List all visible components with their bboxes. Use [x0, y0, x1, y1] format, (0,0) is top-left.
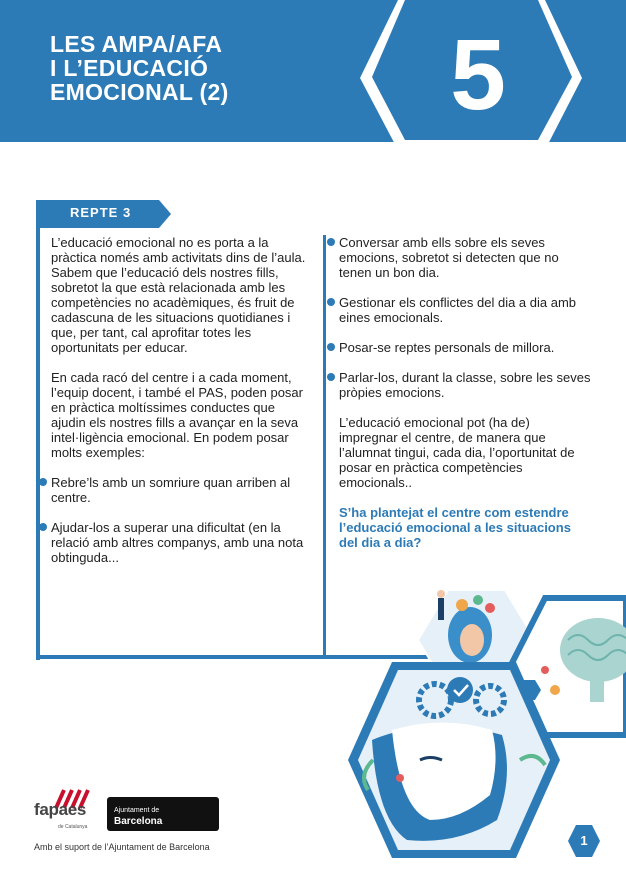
- support-text: Amb el suport de l’Ajuntament de Barcelona: [34, 842, 210, 852]
- fapaes-subtitle: de Catalunya: [58, 824, 88, 830]
- title-line-3: EMOCIONAL (2): [50, 79, 229, 105]
- right-bullet-2: Gestionar els conflictes del dia a dia amb eines emocionals.: [339, 295, 591, 325]
- left-paragraph-2: En cada racó del centre i a cada moment, l’equip docent, i també el PAS, poden posar en pràctica moltíssimes conductes que ajudin els nostres fills a avançar en la seva intel·ligència emocional. En podem posar molts exemples:: [51, 370, 303, 460]
- left-bullet-1: Rebre’ls amb un somriure quan arriben al centre.: [51, 475, 306, 505]
- page-number: 1: [580, 833, 588, 848]
- title-line-1: LES AMPA/AFA: [50, 31, 223, 57]
- chapter-number: 5: [450, 19, 506, 131]
- left-bullet-2: Ajudar-los a superar una dificultat (en la relació amb altres companys, amb una nota obtinguda...: [51, 520, 306, 565]
- closing-question: S’ha plantejat el centre com estendre l’educació emocional a les situacions del dia a dia?: [339, 505, 571, 550]
- ajuntament-logo-line-1: Ajuntament de: [114, 807, 160, 814]
- fapaes-logo: fapaes: [34, 800, 87, 819]
- left-paragraph-1: L’educació emocional no es porta a la pràctica només amb activitats dins de l’aula. Sabem que l’educació dels nostres fills, sobretot la que està relacionada amb les competències no acadèmiques, és fruit de cadascuna de les situacions quotidianes i que, per tant, cal aprofitar totes les oportunitats per educar.: [51, 235, 306, 355]
- right-paragraph: L’educació emocional pot (ha de) impregnar el centre, de manera que l’alumnat tingui, cada dia, l’oportunitat de posar en pràctica competències emocionals..: [339, 415, 575, 490]
- title-line-2: I L’EDUCACIÓ: [50, 55, 209, 81]
- challenge-tag: REPTE 3: [70, 205, 132, 220]
- hexagon-illustration-head-gears-icon: [348, 662, 560, 858]
- right-bullet-1: Conversar amb ells sobre els seves emocions, sobretot si detecten que no tenen un bon dia.: [339, 235, 591, 280]
- right-bullet-4: Parlar-los, durant la classe, sobre les seves pròpies emocions.: [339, 370, 591, 400]
- ajuntament-logo-line-2: Barcelona: [114, 816, 163, 827]
- right-bullet-3: Posar-se reptes personals de millora.: [339, 340, 591, 355]
